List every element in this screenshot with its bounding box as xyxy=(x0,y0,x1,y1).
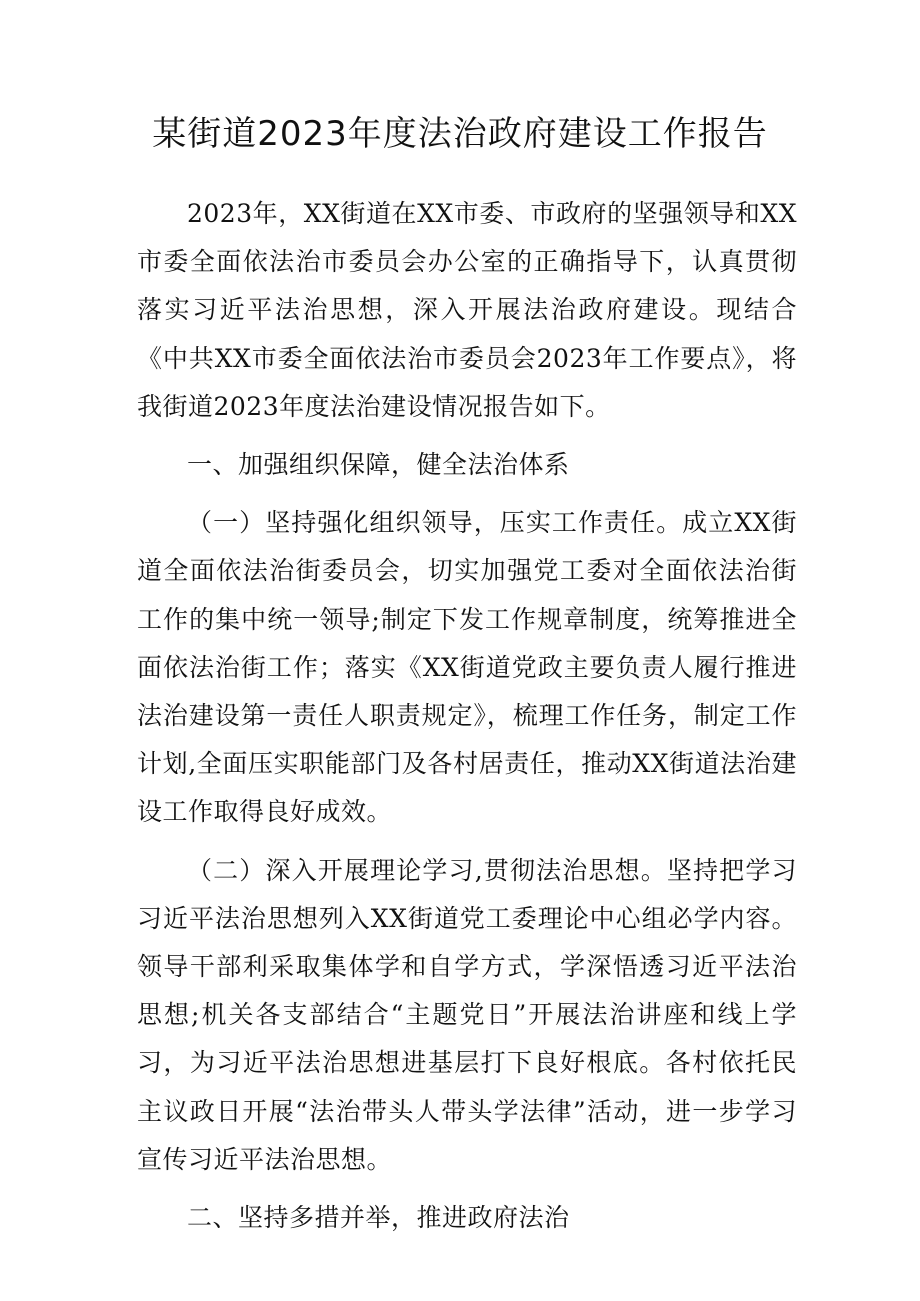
intro-paragraph: 2023年，XX街道在XX市委、市政府的坚强领导和XX市委全面依法治市委员会办公室的正确指导下，认真贯彻落实习近平法治思想，深入开展法治政府建设。现结合《中共XX市委全面依法治市委员会2023年工作要点》，将我街道2023年度法治建设情况报告如下。 xyxy=(137,199,797,421)
section-1-item-1: （一）坚持强化组织领导，压实工作责任。成立XX街道全面依法治街委员会，切实加强党工委对全面依法治街工作的集中统一领导;制定下发工作规章制度，统筹推进全面依法治街工作；落实《XX街道党政主要负责人履行推进法治建设第一责任人职责规定》，梳理工作任务，制定工作计划,全面压实职能部门及各村居责任，推动XX街道法治建设工作取得良好成效。 xyxy=(137,508,797,827)
document-title: 某街道2023年度法治政府建设工作报告 xyxy=(152,114,768,154)
document-body xyxy=(137,190,797,1242)
section-2-heading: 二、坚持多措并举，推进政府法治 xyxy=(187,1203,570,1233)
section-1-heading: 一、加强组织保障，健全法治体系 xyxy=(187,450,570,480)
section-1-item-2: （二）深入开展理论学习,贯彻法治思想。坚持把学习习近平法治思想列入XX街道党工委理论中心组必学内容。领导干部利采取集体学和自学方式，学深悟透习近平法治思想;机关各支部结合“主题党日”开展法治讲座和线上学习，为习近平法治思想进基层打下良好根底。各村依托民主议政日开展“法治带头人带头学法律”活动，进一步学习宣传习近平法治思想。 xyxy=(137,855,797,1174)
